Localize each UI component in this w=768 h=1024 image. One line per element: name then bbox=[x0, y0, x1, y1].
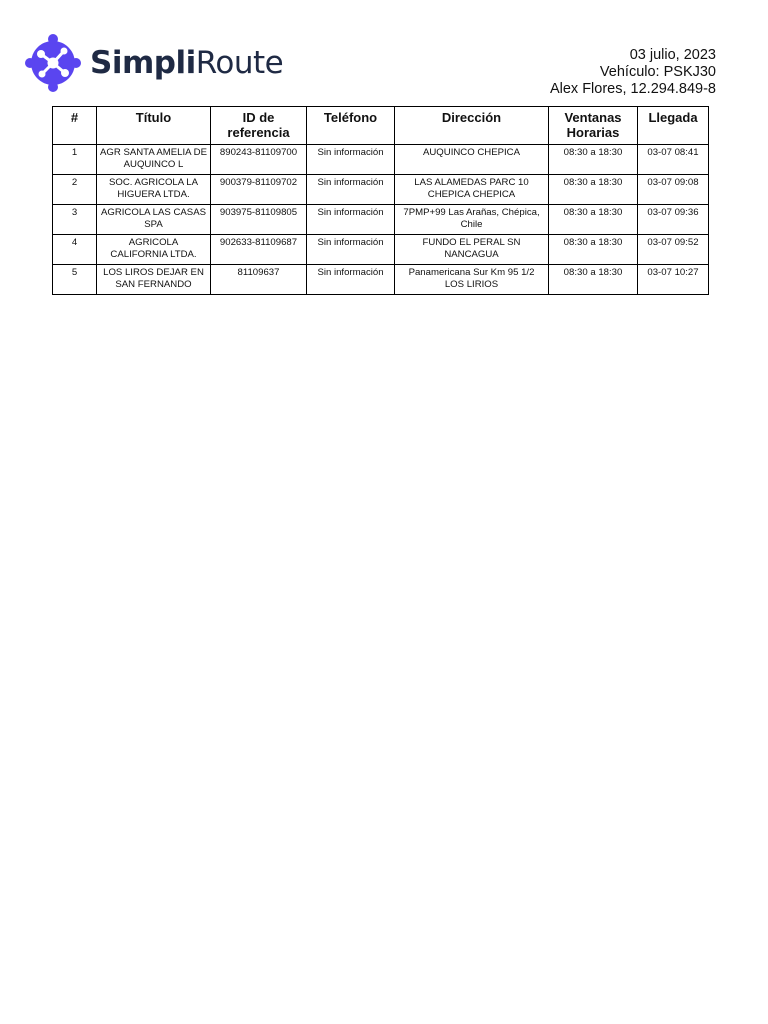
table-header-row bbox=[53, 107, 709, 145]
route-date: 03 julio, 2023 bbox=[629, 47, 716, 63]
cell-reference-id: 902633-81109687 bbox=[211, 235, 307, 265]
table-row bbox=[53, 205, 709, 235]
brand-logo bbox=[24, 34, 283, 92]
cell-reference-id: 900379-81109702 bbox=[211, 175, 307, 205]
column-header-number: # bbox=[53, 107, 97, 145]
cell-arrival: 03-07 09:52 bbox=[638, 235, 709, 265]
cell-arrival: 03-07 10:27 bbox=[638, 265, 709, 295]
cell-phone: Sin información bbox=[307, 235, 395, 265]
cell-phone: Sin información bbox=[307, 175, 395, 205]
column-header-title: Título bbox=[97, 107, 211, 145]
cell-number: 2 bbox=[53, 175, 97, 205]
cell-arrival: 03-07 08:41 bbox=[638, 145, 709, 175]
cell-title: AGRICOLA LAS CASAS SPA bbox=[97, 205, 211, 235]
cell-address: FUNDO EL PERAL SN NANCAGUA bbox=[395, 235, 549, 265]
route-header-info bbox=[550, 47, 716, 98]
cell-phone: Sin información bbox=[307, 265, 395, 295]
brand-name-bold: Simpli bbox=[90, 44, 196, 81]
table-row bbox=[53, 235, 709, 265]
cell-reference-id: 81109637 bbox=[211, 265, 307, 295]
column-header-address: Dirección bbox=[395, 107, 549, 145]
table-row bbox=[53, 175, 709, 205]
cell-number: 3 bbox=[53, 205, 97, 235]
route-vehicle: Vehículo: PSKJ30 bbox=[599, 64, 716, 80]
cell-title: AGR SANTA AMELIA DE AUQUINCO L bbox=[97, 145, 211, 175]
cell-time-window: 08:30 a 18:30 bbox=[549, 175, 638, 205]
cell-number: 1 bbox=[53, 145, 97, 175]
column-header-phone: Teléfono bbox=[307, 107, 395, 145]
cell-reference-id: 890243-81109700 bbox=[211, 145, 307, 175]
simpliroute-logo-icon bbox=[24, 34, 82, 92]
cell-phone: Sin información bbox=[307, 145, 395, 175]
cell-arrival: 03-07 09:08 bbox=[638, 175, 709, 205]
route-table bbox=[52, 106, 709, 295]
cell-reference-id: 903975-81109805 bbox=[211, 205, 307, 235]
table-row bbox=[53, 265, 709, 295]
table-row bbox=[53, 145, 709, 175]
cell-number: 5 bbox=[53, 265, 97, 295]
cell-time-window: 08:30 a 18:30 bbox=[549, 235, 638, 265]
column-header-arrival: Llegada bbox=[638, 107, 709, 145]
cell-phone: Sin información bbox=[307, 205, 395, 235]
brand-name-regular: Route bbox=[195, 44, 284, 81]
cell-time-window: 08:30 a 18:30 bbox=[549, 145, 638, 175]
cell-address: LAS ALAMEDAS PARC 10 CHEPICA CHEPICA bbox=[395, 175, 549, 205]
route-driver: Alex Flores, 12.294.849-8 bbox=[549, 81, 716, 97]
cell-title: SOC. AGRICOLA LA HIGUERA LTDA. bbox=[97, 175, 211, 205]
cell-address: AUQUINCO CHEPICA bbox=[395, 145, 549, 175]
cell-time-window: 08:30 a 18:30 bbox=[549, 265, 638, 295]
cell-address: 7PMP+99 Las Arañas, Chépica, Chile bbox=[395, 205, 549, 235]
cell-title: LOS LIROS DEJAR EN SAN FERNANDO bbox=[97, 265, 211, 295]
cell-title: AGRICOLA CALIFORNIA LTDA. bbox=[97, 235, 211, 265]
column-header-time-window: Ventanas Horarias bbox=[549, 107, 638, 145]
cell-time-window: 08:30 a 18:30 bbox=[549, 205, 638, 235]
column-header-reference-id: ID de referencia bbox=[211, 107, 307, 145]
cell-number: 4 bbox=[53, 235, 97, 265]
cell-address: Panamericana Sur Km 95 1/2 LOS LIRIOS bbox=[395, 265, 549, 295]
brand-name bbox=[90, 44, 284, 81]
cell-arrival: 03-07 09:36 bbox=[638, 205, 709, 235]
